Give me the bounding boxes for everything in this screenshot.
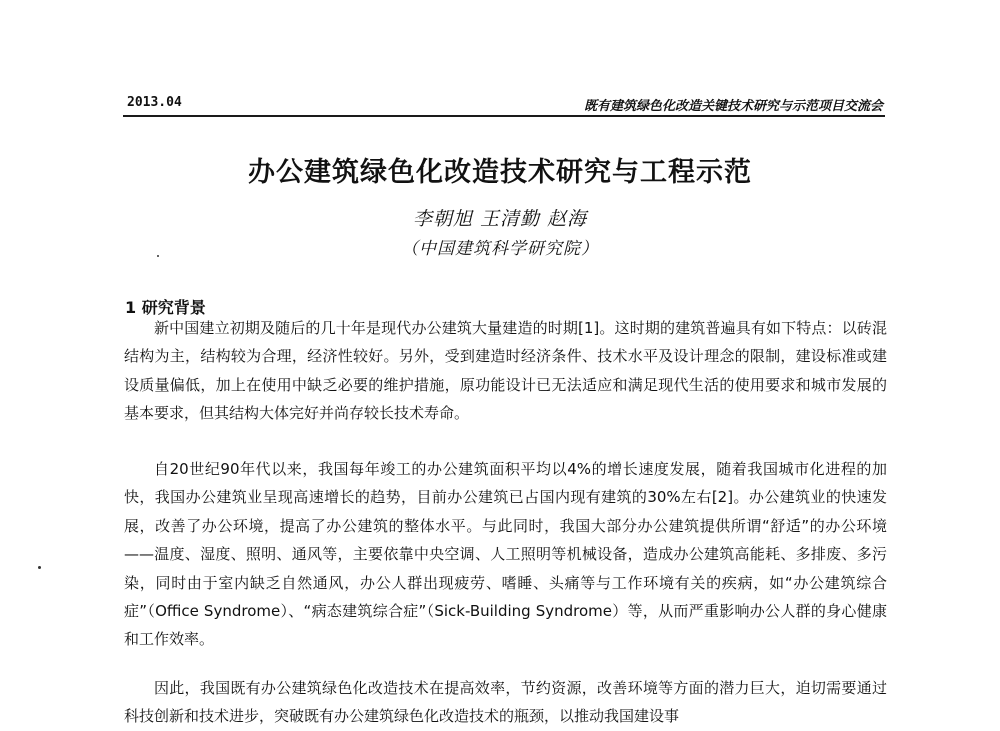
paragraph: 因此，我国既有办公建筑绿色化改造技术在提高效率，节约资源，改善环境等方面的潜力巨大，迫切需要通过科技创新和技术进步，突破既有办公建筑绿色化改造技术的瓶颈，以推动我国建设事: [124, 679, 887, 726]
journal-name: 既有建筑绿色化改造关键技术研究与示范项目交流会: [583, 99, 883, 114]
section-heading: 1 研究背景: [125, 298, 206, 317]
paragraph: 自20世纪90年代以来，我国每年竣工的办公建筑面积平均以4%的增长速度发展，随着我国城市化进程的加快，我国办公建筑业呈现高速增长的趋势，目前办公建筑已占国内现有建筑的30%左右[2]。办公建筑业的快速发展，改善了办公环境，提高了办公建筑的整体水平。与此同时，我国大部分办公建筑提供所谓“舒适”的办公环境——温度、湿度、照明、通风等，主要依靠中央空调、人工照明等机械设备，造成办公建筑高能耗、多排废、多污染，同时由于室内缺乏自然通风，办公人群出现疲劳、嗜睡、头痛等与工作环境有关的疾病，如“办公建筑综合症”（Office Syndrome）、“病态建筑综合症”（Sick-Building Syndrome）等，从而严重影响办公人群的身心健康和工作效率。: [124, 460, 887, 649]
issue-date: 2013.04: [127, 95, 182, 110]
paragraph: 新中国建立初期及随后的几十年是现代办公建筑大量建造的时期[1]。这时期的建筑普遍具有如下特点：以砖混结构为主，结构较为合理，经济性较好。另外，受到建造时经济条件、技术水平及设计理念的限制，建设标准或建设质量偏低，加上在使用中缺乏必要的维护措施，原功能设计已无法适应和满足现代生活的使用要求和城市发展的基本要求，但其结构大体完好并尚存较长技术寿命。: [124, 319, 887, 423]
paragraph-3-block: [124, 674, 887, 731]
paper-title: 办公建筑绿色化改造技术研究与工程示范: [248, 157, 752, 188]
running-head: [123, 91, 885, 117]
scan-speck: [157, 255, 159, 257]
scan-speck: [38, 566, 41, 569]
authors: 李朝旭 王清勤 赵海: [412, 208, 588, 230]
paragraph-1-block: [124, 314, 887, 428]
paragraph-2-block: [124, 455, 887, 654]
affiliation: （中国建筑科学研究院）: [401, 239, 599, 259]
